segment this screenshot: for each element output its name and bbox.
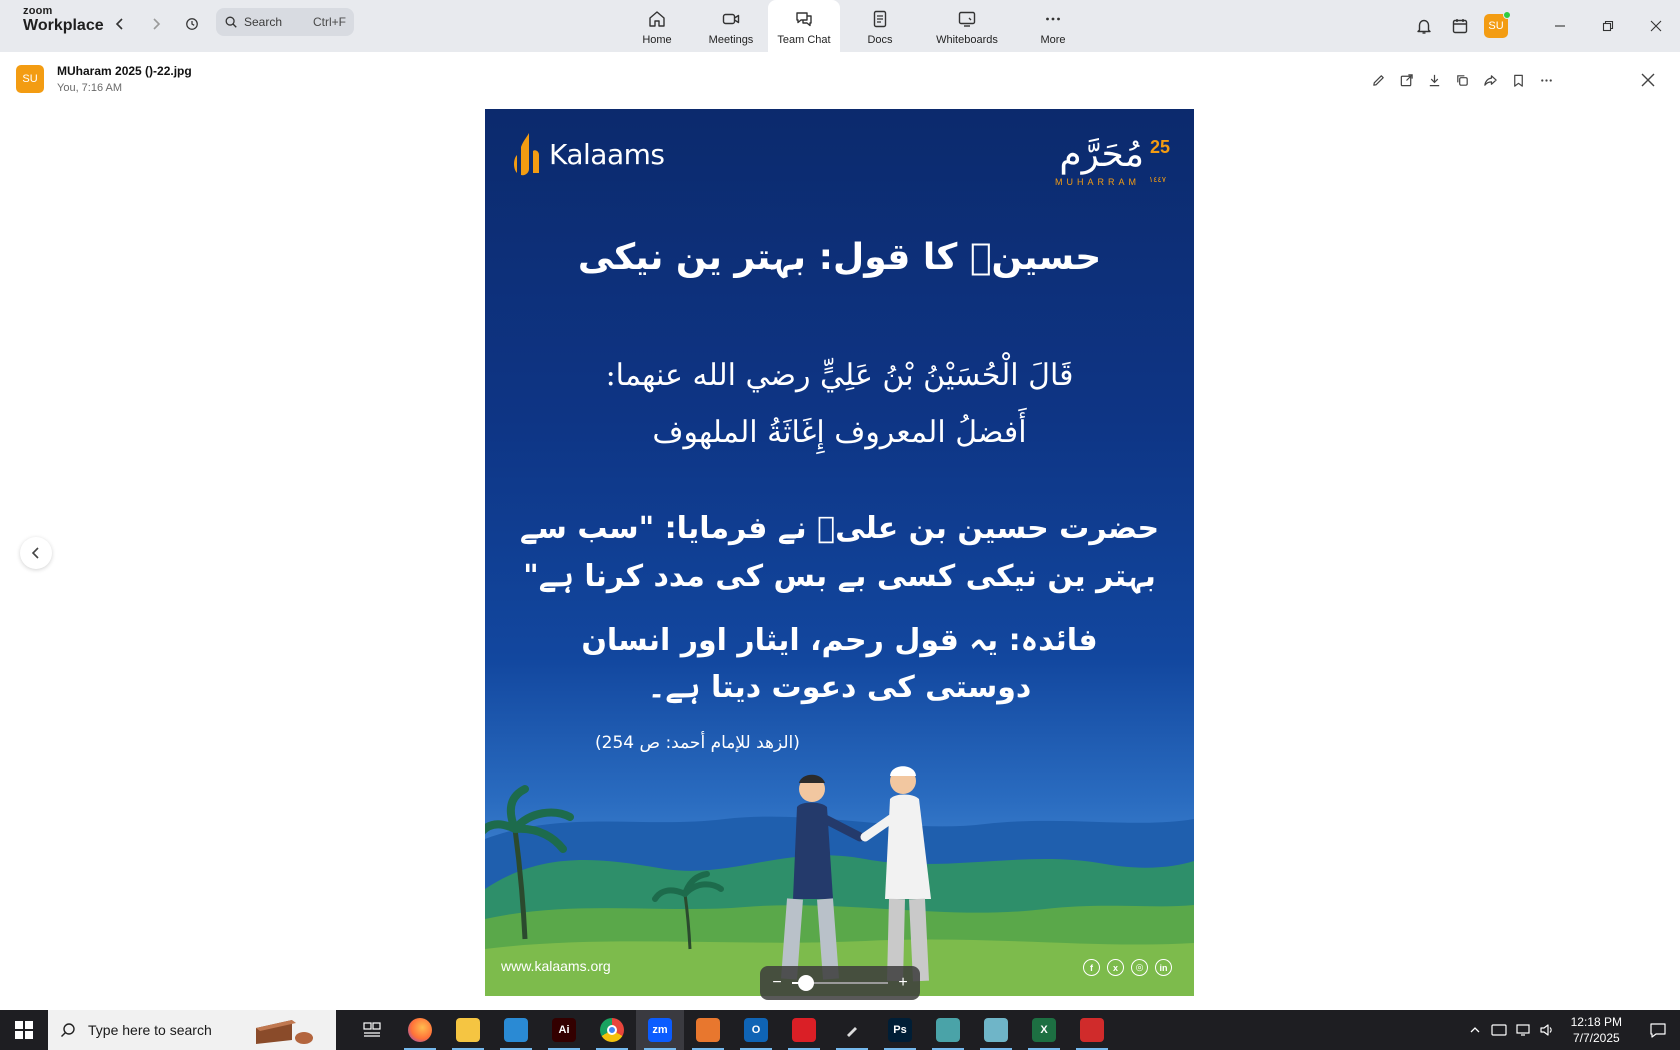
firefox-icon bbox=[408, 1018, 432, 1042]
search-shortcut: Ctrl+F bbox=[313, 15, 346, 29]
tab-more[interactable] bbox=[1014, 0, 1092, 52]
download-icon bbox=[1427, 73, 1442, 88]
urdu-translation-line-2: بہتر ین نیکی کسی بے بس کی مدد کرنا ہے" bbox=[523, 559, 1156, 594]
tab-team-chat[interactable] bbox=[768, 0, 840, 52]
close-window-button[interactable] bbox=[1632, 0, 1680, 52]
close-viewer-button[interactable] bbox=[1638, 70, 1658, 90]
kalaams-logo bbox=[509, 129, 665, 179]
urdu-translation bbox=[485, 505, 1194, 601]
video-icon bbox=[721, 9, 741, 29]
app-logo bbox=[23, 6, 104, 34]
windows-logo-icon bbox=[15, 1021, 33, 1039]
search-icon bbox=[60, 1022, 76, 1038]
arabic-quote bbox=[485, 347, 1194, 461]
zoom-slider[interactable] bbox=[792, 982, 888, 984]
benefit-text: فائدہ: یہ قول رحم، ایثار اور انسان دوستی کی دعوت دیتا ہے۔ bbox=[581, 623, 1098, 705]
calendar-button[interactable] bbox=[1446, 12, 1474, 40]
network-button[interactable] bbox=[1511, 1010, 1535, 1050]
copy-icon bbox=[1455, 73, 1470, 88]
taskbar-app-pen-tool[interactable] bbox=[828, 1010, 876, 1050]
taskbar-app-task-view[interactable] bbox=[348, 1010, 396, 1050]
arabic-quote-line-2: أَفضلُ المعروف إِغَاثَةُ الملهوف bbox=[652, 415, 1027, 450]
system-tray bbox=[1463, 1010, 1680, 1050]
clock-date: 7/7/2025 bbox=[1572, 1031, 1620, 1045]
facebook-icon: f bbox=[1083, 959, 1100, 976]
taskbar-app-outlook[interactable] bbox=[732, 1010, 780, 1050]
tab-more-label: More bbox=[1040, 34, 1066, 46]
close-icon bbox=[1650, 20, 1662, 32]
main-tabs bbox=[620, 0, 1092, 52]
file-meta: You, 7:16 AM bbox=[57, 82, 123, 94]
file-owner-initials: SU bbox=[22, 73, 38, 85]
download-button[interactable] bbox=[1420, 70, 1448, 90]
search-input[interactable] bbox=[216, 8, 354, 36]
brand-bottom: Workplace bbox=[23, 17, 104, 34]
chevron-left-icon bbox=[29, 546, 43, 560]
notepad-icon bbox=[984, 1018, 1008, 1042]
logo-text: Kalaams bbox=[549, 137, 665, 171]
chrome-icon bbox=[600, 1018, 624, 1042]
taskbar-app-photoshop[interactable] bbox=[876, 1010, 924, 1050]
user-avatar[interactable] bbox=[1484, 14, 1508, 38]
viewer-actions bbox=[1364, 70, 1560, 90]
linkedin-icon: in bbox=[1155, 959, 1172, 976]
open-external-button[interactable] bbox=[1392, 70, 1420, 90]
previous-image-button[interactable] bbox=[20, 537, 52, 569]
pen-tool-icon bbox=[840, 1018, 864, 1042]
taskbar-app-firefox[interactable] bbox=[396, 1010, 444, 1050]
search-icon bbox=[224, 15, 238, 29]
file-header bbox=[16, 64, 192, 94]
tab-meetings[interactable] bbox=[694, 0, 768, 52]
share-button[interactable] bbox=[1476, 70, 1504, 90]
taskbar-app-vscode[interactable] bbox=[492, 1010, 540, 1050]
zoom-out-button[interactable]: − bbox=[772, 974, 782, 991]
pencil-icon bbox=[1371, 73, 1386, 88]
taskbar-app-excel[interactable] bbox=[1020, 1010, 1068, 1050]
reference-text: (الزهد للإمام أحمد: ص 254) bbox=[595, 733, 800, 753]
urdu-translation-line-1: حضرت حسین بن علیؓ نے فرمایا: "سب سے bbox=[519, 511, 1160, 546]
chevron-left-icon bbox=[113, 17, 127, 31]
system-clock[interactable] bbox=[1571, 1014, 1622, 1046]
tab-home[interactable] bbox=[620, 0, 694, 52]
social-icons bbox=[1076, 959, 1172, 976]
taskbar-app-notepad[interactable] bbox=[972, 1010, 1020, 1050]
notifications-button[interactable] bbox=[1410, 12, 1438, 40]
presence-indicator bbox=[1503, 11, 1511, 19]
x-icon: x bbox=[1107, 959, 1124, 976]
network-icon bbox=[1515, 1023, 1531, 1037]
speaker-icon bbox=[1539, 1023, 1555, 1037]
vscode-icon bbox=[504, 1018, 528, 1042]
ellipsis-icon bbox=[1539, 73, 1554, 88]
minimize-button[interactable] bbox=[1536, 0, 1584, 52]
restore-icon bbox=[1602, 20, 1614, 32]
taskbar-app-app-orange[interactable] bbox=[684, 1010, 732, 1050]
taskbar-apps bbox=[348, 1010, 1116, 1050]
annotate-button[interactable] bbox=[1364, 70, 1392, 90]
task-view-icon bbox=[360, 1018, 384, 1042]
zoom-control bbox=[760, 966, 920, 1000]
taskbar-search-placeholder: Type here to search bbox=[88, 1022, 212, 1038]
tray-overflow-button[interactable] bbox=[1463, 1010, 1487, 1050]
taskbar-app-file-explorer[interactable] bbox=[444, 1010, 492, 1050]
title-bar bbox=[0, 0, 1680, 52]
instagram-icon: ◎ bbox=[1131, 959, 1148, 976]
minimize-icon bbox=[1554, 20, 1566, 32]
kalaams-mark-icon bbox=[509, 129, 547, 179]
share-icon bbox=[1483, 73, 1498, 88]
excel-icon: X bbox=[1032, 1018, 1056, 1042]
back-button[interactable] bbox=[108, 12, 132, 36]
cake-illustration-icon bbox=[252, 1014, 314, 1046]
close-icon bbox=[1641, 73, 1655, 87]
file-owner-avatar bbox=[16, 65, 44, 93]
tab-whiteboards[interactable] bbox=[920, 0, 1014, 52]
tray-app-button[interactable] bbox=[1487, 1010, 1511, 1050]
file-name: MUharam 2025 ()-22.jpg bbox=[57, 64, 192, 78]
search-label: Search bbox=[244, 15, 283, 29]
external-link-icon bbox=[1399, 73, 1414, 88]
file-explorer-icon bbox=[456, 1018, 480, 1042]
tray-app-icon bbox=[1491, 1023, 1507, 1037]
chevron-right-icon bbox=[149, 17, 163, 31]
app-red-icon bbox=[1080, 1018, 1104, 1042]
image-preview bbox=[485, 109, 1194, 996]
start-button[interactable] bbox=[0, 1010, 48, 1050]
tab-docs-label: Docs bbox=[867, 34, 893, 46]
taskbar-app-illustrator[interactable] bbox=[540, 1010, 588, 1050]
taskbar-app-zoom[interactable] bbox=[636, 1010, 684, 1050]
zoom-icon: zm bbox=[648, 1018, 672, 1042]
zoom-slider-handle[interactable] bbox=[798, 975, 814, 991]
bookmark-button[interactable] bbox=[1504, 70, 1532, 90]
taskbar-app-app-teal[interactable] bbox=[924, 1010, 972, 1050]
muharram-english: MUHARRAM bbox=[1055, 177, 1140, 187]
outlook-icon: O bbox=[744, 1018, 768, 1042]
photoshop-icon: Ps bbox=[888, 1018, 912, 1042]
history-icon bbox=[185, 17, 199, 31]
forward-button[interactable] bbox=[144, 12, 168, 36]
restore-button[interactable] bbox=[1584, 0, 1632, 52]
app-teal-icon bbox=[936, 1018, 960, 1042]
brand-top: zoom bbox=[23, 5, 53, 17]
volume-button[interactable] bbox=[1535, 1010, 1559, 1050]
tab-home-label: Home bbox=[642, 34, 672, 46]
chat-icon bbox=[794, 9, 814, 29]
arabic-quote-line-1: قَالَ الْحُسَيْنُ بْنُ عَلِيٍّ رضي الله عنهما: bbox=[605, 358, 1074, 393]
chevron-up-icon bbox=[1469, 1024, 1481, 1036]
tab-meetings-label: Meetings bbox=[708, 34, 754, 46]
bell-icon bbox=[1415, 17, 1433, 35]
more-icon bbox=[1043, 9, 1063, 29]
muharram-day: 25 bbox=[1149, 137, 1170, 157]
whiteboard-icon bbox=[957, 9, 977, 29]
history-button[interactable] bbox=[180, 12, 204, 36]
action-center-button[interactable] bbox=[1636, 1010, 1680, 1050]
more-options-button[interactable] bbox=[1532, 70, 1560, 90]
taskbar-app-chrome[interactable] bbox=[588, 1010, 636, 1050]
illustrator-icon: Ai bbox=[552, 1018, 576, 1042]
clock-time: 12:18 PM bbox=[1570, 1014, 1622, 1029]
copy-button[interactable] bbox=[1448, 70, 1476, 90]
poster-title: حسینؓ کا قول: بہتر ین نیکی bbox=[577, 237, 1102, 278]
docs-icon bbox=[870, 9, 890, 29]
calendar-icon bbox=[1451, 17, 1469, 35]
taskbar-app-creative-cloud[interactable] bbox=[780, 1010, 828, 1050]
zoom-in-button[interactable]: + bbox=[898, 974, 908, 991]
tab-whiteboards-label: Whiteboards bbox=[936, 34, 998, 46]
user-initials: SU bbox=[1488, 20, 1504, 32]
hijri-year: ١٤٤٧ bbox=[1148, 175, 1166, 184]
tab-docs[interactable] bbox=[840, 0, 920, 52]
top-right-controls bbox=[1402, 0, 1680, 52]
taskbar-app-app-red[interactable] bbox=[1068, 1010, 1116, 1050]
muharram-arabic: مُحَرَّم bbox=[1059, 134, 1144, 175]
muharram-badge bbox=[1055, 134, 1170, 187]
poster-url: www.kalaams.org bbox=[501, 958, 611, 974]
tab-team-chat-label: Team Chat bbox=[777, 34, 831, 46]
app-orange-icon bbox=[696, 1018, 720, 1042]
home-icon bbox=[647, 9, 667, 29]
bookmark-icon bbox=[1511, 73, 1526, 88]
notification-icon bbox=[1649, 1022, 1667, 1038]
windows-taskbar bbox=[0, 1010, 1680, 1050]
creative-cloud-icon bbox=[792, 1018, 816, 1042]
taskbar-search-input[interactable] bbox=[48, 1010, 336, 1050]
